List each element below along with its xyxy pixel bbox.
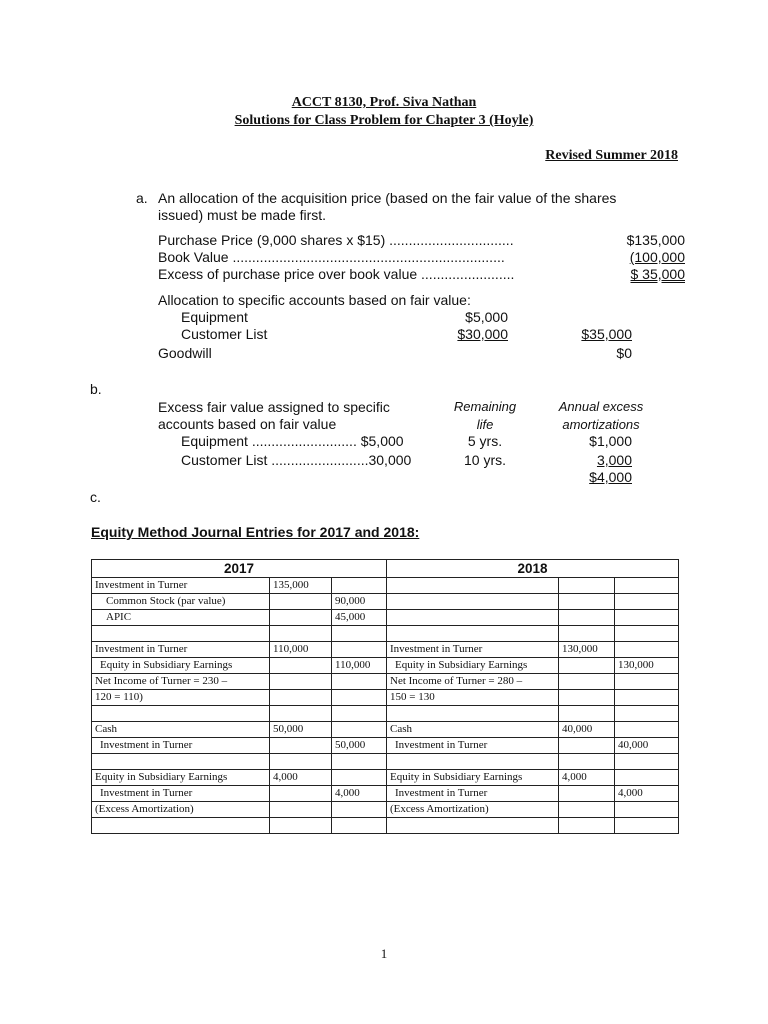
part-b-desc-line2: accounts based on fair value: [158, 416, 337, 432]
table-cell: [387, 578, 559, 594]
table-row: [92, 738, 679, 754]
table-row: [92, 626, 679, 642]
part-b-marker: b.: [90, 381, 102, 397]
table-cell: [270, 610, 332, 626]
journal-heading: Equity Method Journal Entries for 2017 and 2018:: [91, 524, 420, 540]
table-cell: [559, 818, 615, 834]
table-cell: [615, 594, 679, 610]
part-a-marker: a.: [136, 190, 148, 206]
table-row: [92, 642, 679, 658]
table-cell: [387, 626, 559, 642]
table-row: [92, 722, 679, 738]
table-cell: Investment in Turner: [92, 738, 270, 754]
table-cell: 4,000: [270, 770, 332, 786]
table-cell: [332, 642, 387, 658]
table-cell: [270, 658, 332, 674]
table-cell: [615, 818, 679, 834]
table-cell: 90,000: [332, 594, 387, 610]
table-cell: 50,000: [270, 722, 332, 738]
annual-amort-header-1: Annual excess: [558, 399, 644, 414]
part-a-intro-line1: An allocation of the acquisition price (based on the fair value of the shares: [158, 190, 617, 206]
table-cell: 40,000: [559, 722, 615, 738]
table-cell: [92, 754, 270, 770]
table-cell: [332, 722, 387, 738]
table-cell: [615, 610, 679, 626]
table-row: [92, 818, 679, 834]
table-cell: Investment in Turner: [92, 786, 270, 802]
part-c-marker: c.: [90, 489, 101, 505]
b-customer-row: Customer List .........................30,000: [181, 452, 412, 468]
table-cell: [387, 610, 559, 626]
table-header-row: [92, 560, 679, 578]
table-cell: 4,000: [559, 770, 615, 786]
table-cell: Cash: [387, 722, 559, 738]
table-cell: [270, 738, 332, 754]
table-cell: Equity in Subsidiary Earnings: [92, 658, 270, 674]
solutions-title: Solutions for Class Problem for Chapter 3 (Hoyle): [234, 113, 534, 128]
part-a-intro-line2: issued) must be made first.: [158, 207, 327, 223]
table-row: [92, 594, 679, 610]
table-cell: 130,000: [615, 658, 679, 674]
annual-amort-header-2: amortizations: [562, 417, 640, 432]
table-cell: [615, 642, 679, 658]
b-customer-life: 10 yrs.: [463, 452, 506, 468]
table-cell: 130,000: [559, 642, 615, 658]
book-value-label: Book Value ......................................................................: [158, 249, 505, 265]
table-cell: [270, 626, 332, 642]
table-cell: [332, 626, 387, 642]
table-cell: Investment in Turner: [387, 738, 559, 754]
table-cell: [387, 594, 559, 610]
table-cell: [92, 626, 270, 642]
table-row: [92, 754, 679, 770]
alloc-equipment-label: Equipment: [181, 309, 248, 325]
excess-label: Excess of purchase price over book value ........................: [158, 266, 515, 282]
table-cell: [615, 674, 679, 690]
table-row: [92, 674, 679, 690]
table-cell: Cash: [92, 722, 270, 738]
table-cell: APIC: [92, 610, 270, 626]
table-cell: 135,000: [270, 578, 332, 594]
table-cell: [332, 818, 387, 834]
course-title: ACCT 8130, Prof. Siva Nathan: [291, 95, 477, 110]
alloc-equipment-value: $5,000: [465, 309, 508, 325]
year-2018-header: 2018: [387, 560, 679, 578]
purchase-price-label: Purchase Price (9,000 shares x $15) ................................: [158, 232, 514, 248]
table-row: [92, 578, 679, 594]
table-cell: [332, 770, 387, 786]
table-cell: [615, 722, 679, 738]
table-cell: [270, 594, 332, 610]
table-cell: [559, 610, 615, 626]
table-cell: Net Income of Turner = 230 –: [92, 674, 270, 690]
table-cell: [387, 818, 559, 834]
b-equipment-amort: $1,000: [589, 433, 632, 449]
table-cell: [270, 818, 332, 834]
table-cell: [92, 706, 270, 722]
page-number: 1: [380, 946, 388, 961]
table-cell: Equity in Subsidiary Earnings: [387, 770, 559, 786]
b-equipment-row: Equipment ........................... $5,000: [181, 433, 404, 449]
table-row: [92, 658, 679, 674]
book-value-value: (100,000: [629, 249, 685, 265]
journal-entries-table: [91, 559, 679, 834]
purchase-price-value: $135,000: [626, 232, 685, 248]
b-customer-amort: 3,000: [596, 452, 632, 468]
goodwill-value: $0: [616, 345, 632, 361]
alloc-customer-label: Customer List: [181, 326, 268, 342]
table-cell: 150 = 130: [387, 690, 559, 706]
table-cell: [559, 578, 615, 594]
table-cell: [270, 690, 332, 706]
table-cell: [270, 754, 332, 770]
table-cell: [332, 674, 387, 690]
table-cell: [332, 690, 387, 706]
goodwill-label: Goodwill: [158, 345, 212, 361]
table-cell: [559, 754, 615, 770]
table-row: [92, 786, 679, 802]
alloc-customer-value: $30,000: [457, 326, 508, 342]
table-cell: 120 = 110): [92, 690, 270, 706]
table-cell: 50,000: [332, 738, 387, 754]
table-cell: [270, 786, 332, 802]
table-cell: [559, 802, 615, 818]
table-cell: [387, 754, 559, 770]
table-cell: [615, 578, 679, 594]
table-row: [92, 690, 679, 706]
remaining-life-header-2: life: [476, 417, 494, 432]
table-cell: [332, 754, 387, 770]
alloc-total-value: $35,000: [581, 326, 632, 342]
table-cell: 45,000: [332, 610, 387, 626]
table-cell: [387, 706, 559, 722]
table-cell: [615, 690, 679, 706]
excess-value: $ 35,000: [630, 266, 685, 282]
table-row: [92, 610, 679, 626]
revised-date: Revised Summer 2018: [545, 148, 678, 163]
table-cell: [615, 754, 679, 770]
table-cell: Net Income of Turner = 280 –: [387, 674, 559, 690]
table-cell: Equity in Subsidiary Earnings: [387, 658, 559, 674]
table-row: [92, 706, 679, 722]
table-cell: [559, 626, 615, 642]
table-cell: [559, 658, 615, 674]
table-cell: [559, 674, 615, 690]
table-cell: (Excess Amortization): [387, 802, 559, 818]
table-cell: Investment in Turner: [92, 642, 270, 658]
table-cell: [332, 706, 387, 722]
table-cell: 40,000: [615, 738, 679, 754]
table-cell: 110,000: [270, 642, 332, 658]
year-2017-header: 2017: [92, 560, 387, 578]
table-cell: 4,000: [332, 786, 387, 802]
table-cell: [270, 674, 332, 690]
table-cell: Equity in Subsidiary Earnings: [92, 770, 270, 786]
table-cell: [559, 690, 615, 706]
part-b-desc-line1: Excess fair value assigned to specific: [158, 399, 390, 415]
table-cell: [92, 818, 270, 834]
table-cell: Investment in Turner: [387, 642, 559, 658]
table-cell: [332, 802, 387, 818]
table-row: [92, 770, 679, 786]
b-total-amort: $4,000: [589, 469, 632, 485]
remaining-life-header-1: Remaining: [453, 399, 517, 414]
table-cell: [615, 770, 679, 786]
table-cell: Investment in Turner: [92, 578, 270, 594]
table-cell: [559, 594, 615, 610]
table-cell: [615, 802, 679, 818]
table-row: [92, 802, 679, 818]
allocation-heading: Allocation to specific accounts based on fair value:: [158, 292, 471, 308]
table-cell: 4,000: [615, 786, 679, 802]
table-cell: Common Stock (par value): [92, 594, 270, 610]
table-cell: [270, 802, 332, 818]
b-equipment-life: 5 yrs.: [467, 433, 503, 449]
table-cell: (Excess Amortization): [92, 802, 270, 818]
table-cell: Investment in Turner: [387, 786, 559, 802]
journal-rows: [92, 578, 679, 834]
table-cell: [559, 786, 615, 802]
table-cell: 110,000: [332, 658, 387, 674]
table-cell: [270, 706, 332, 722]
table-cell: [615, 626, 679, 642]
table-cell: [615, 706, 679, 722]
table-cell: [559, 706, 615, 722]
table-cell: [559, 738, 615, 754]
table-cell: [332, 578, 387, 594]
